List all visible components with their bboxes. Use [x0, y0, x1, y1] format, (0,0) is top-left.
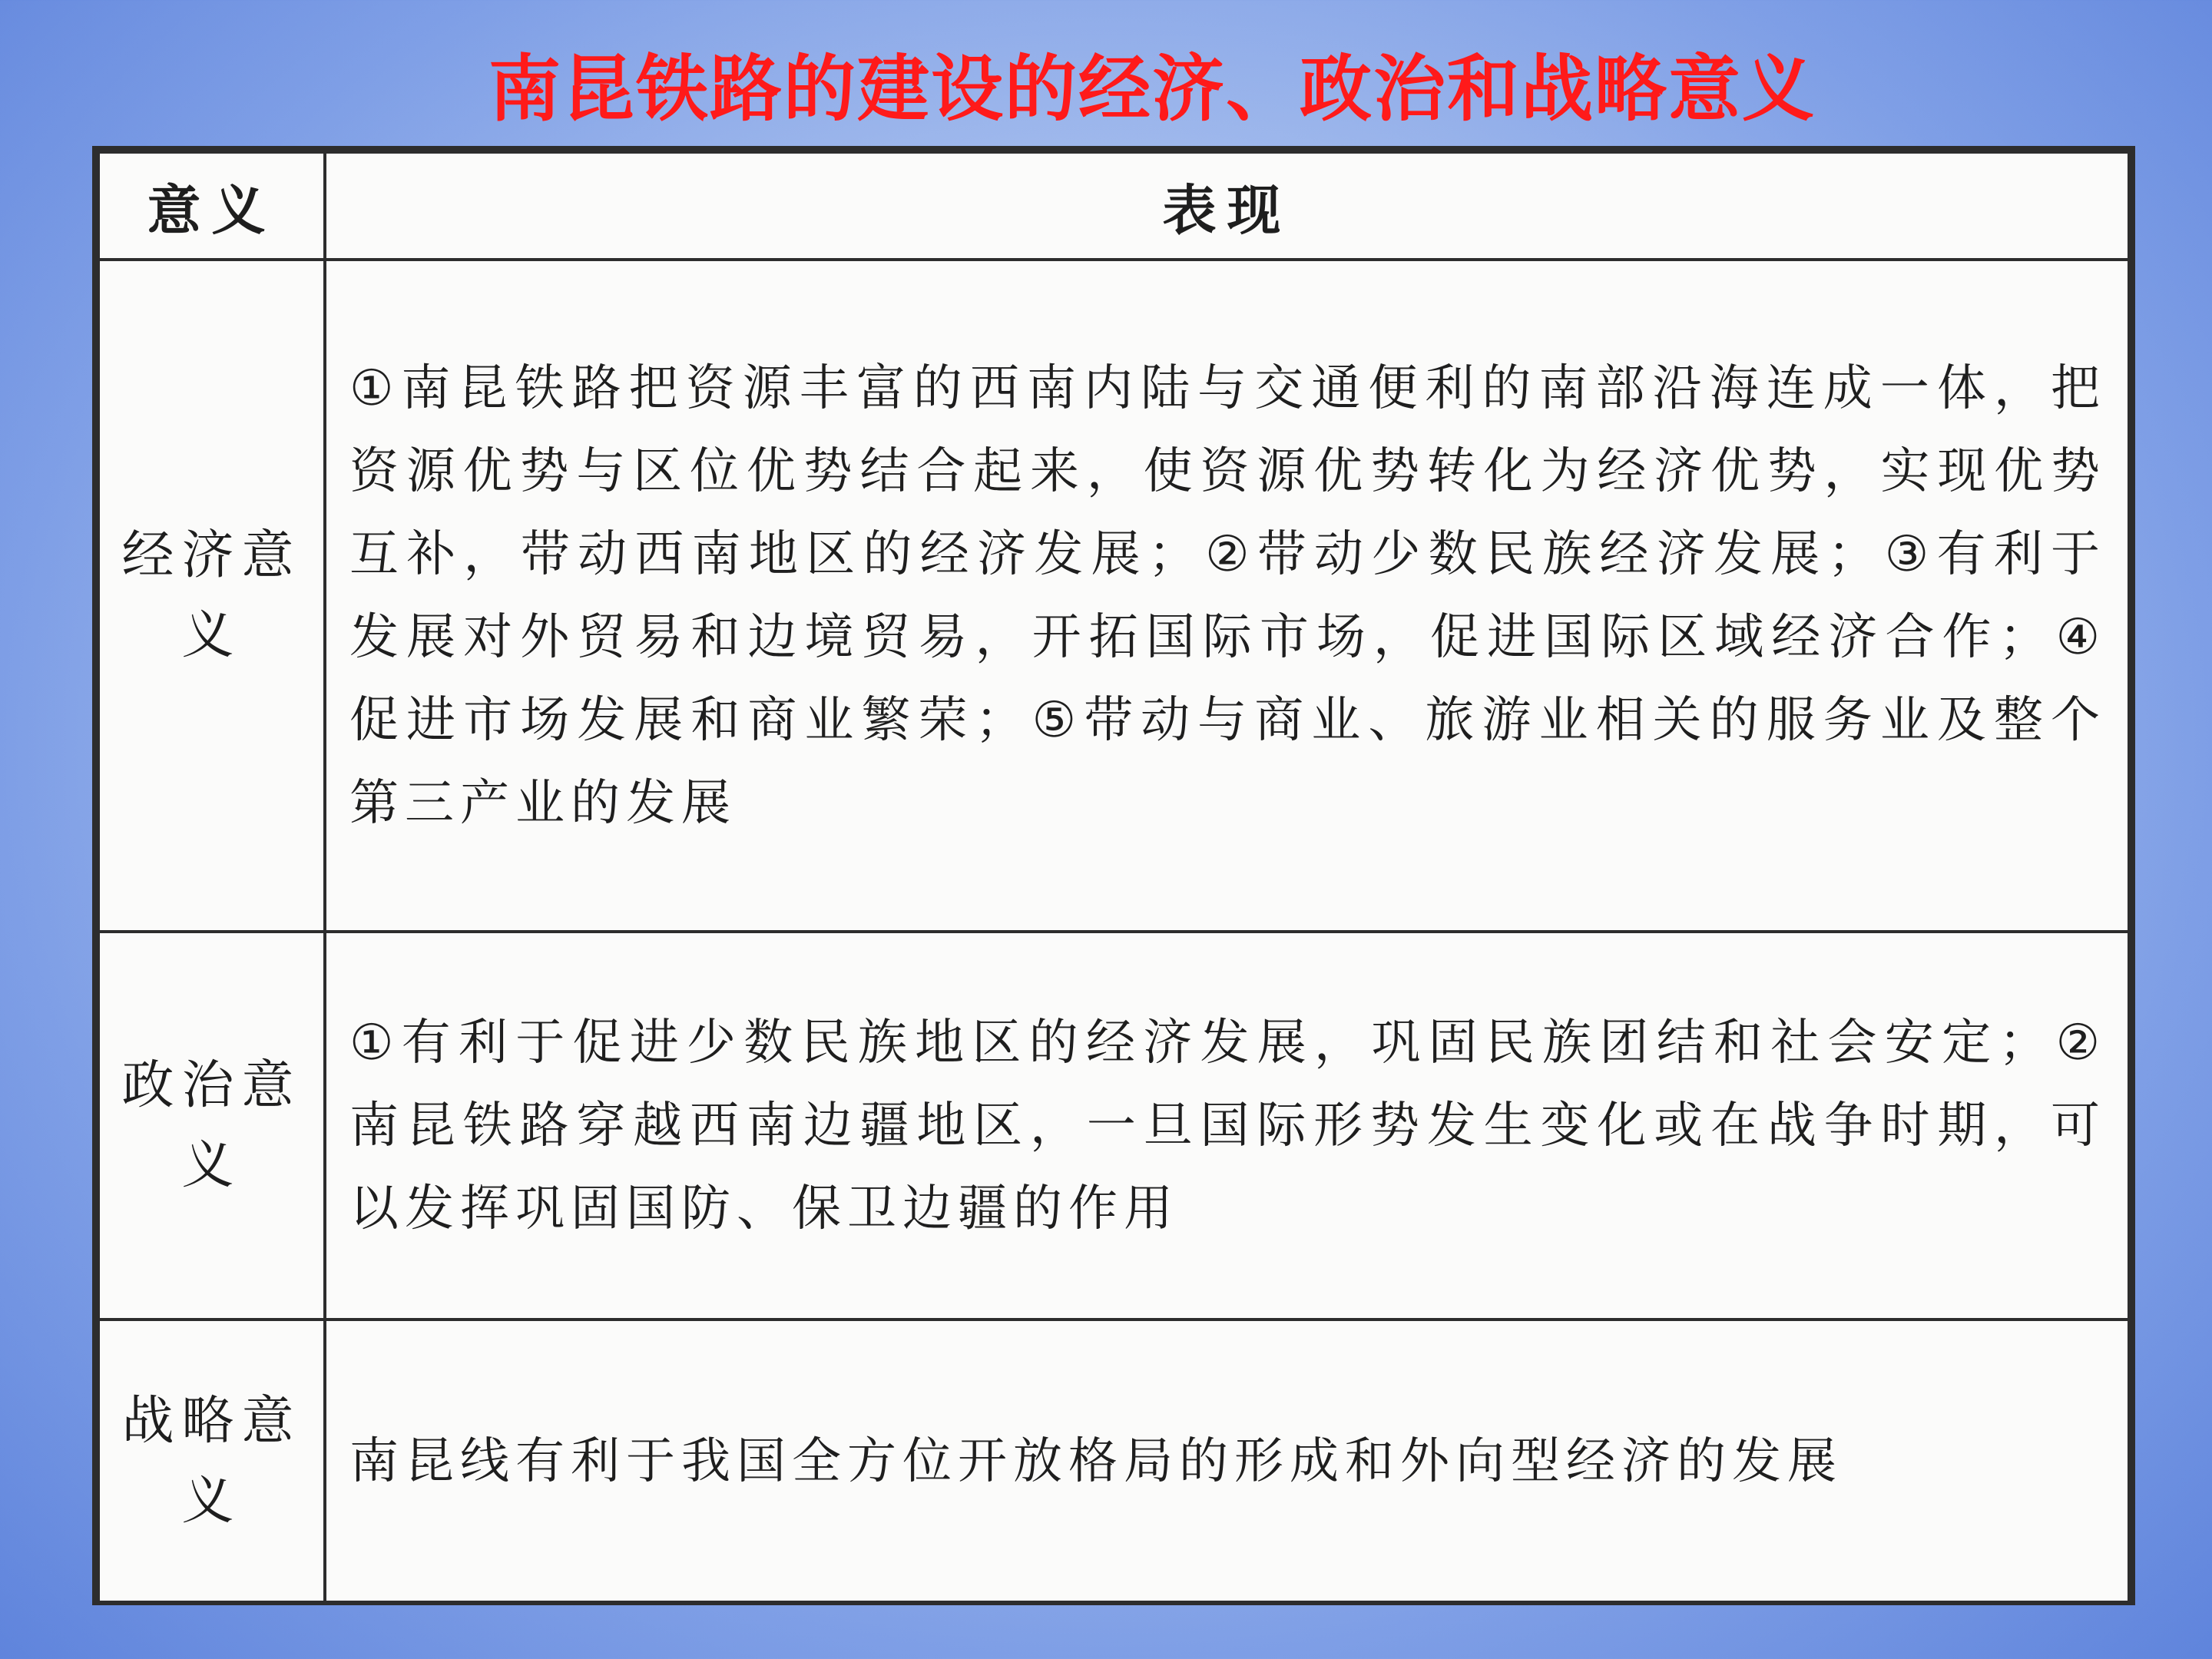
content-political: ①有利于促进少数民族地区的经济发展，巩固民族团结和社会安定；②南昆铁路穿越西南边疆地区，一旦国际形势发生变化或在战争时期，可以发挥巩固国防、保卫边疆的作用 — [325, 932, 2129, 1320]
category-strategic: 战略意义 — [98, 1320, 325, 1604]
slide-title: 南昆铁路的建设的经济、政治和战略意义 — [488, 48, 1816, 131]
meaning-table — [97, 151, 2131, 1605]
table-header-row — [98, 152, 2129, 260]
content-strategic: 南昆线有利于我国全方位开放格局的形成和外向型经济的发展 — [325, 1320, 2129, 1604]
table-row-political — [98, 932, 2129, 1320]
table-row-economic — [98, 260, 2129, 932]
content-economic: ①南昆铁路把资源丰富的西南内陆与交通便利的南部沿海连成一体，把资源优势与区位优势结合起来，使资源优势转化为经济优势，实现优势互补，带动西南地区的经济发展；②带动少数民族经济发展；③有利于发展对外贸易和边境贸易，开拓国际市场，促进国际区域经济合作；④促进市场发展和商业繁荣；⑤带动与商业、旅游业相关的服务业及整个第三产业的发展 — [325, 260, 2129, 932]
header-meaning: 意义 — [98, 152, 325, 260]
category-political: 政治意义 — [98, 932, 325, 1320]
table-row-strategic — [98, 1320, 2129, 1604]
category-economic: 经济意义 — [98, 260, 325, 932]
header-manifestation: 表现 — [325, 152, 2129, 260]
meaning-table-card — [92, 146, 2135, 1605]
